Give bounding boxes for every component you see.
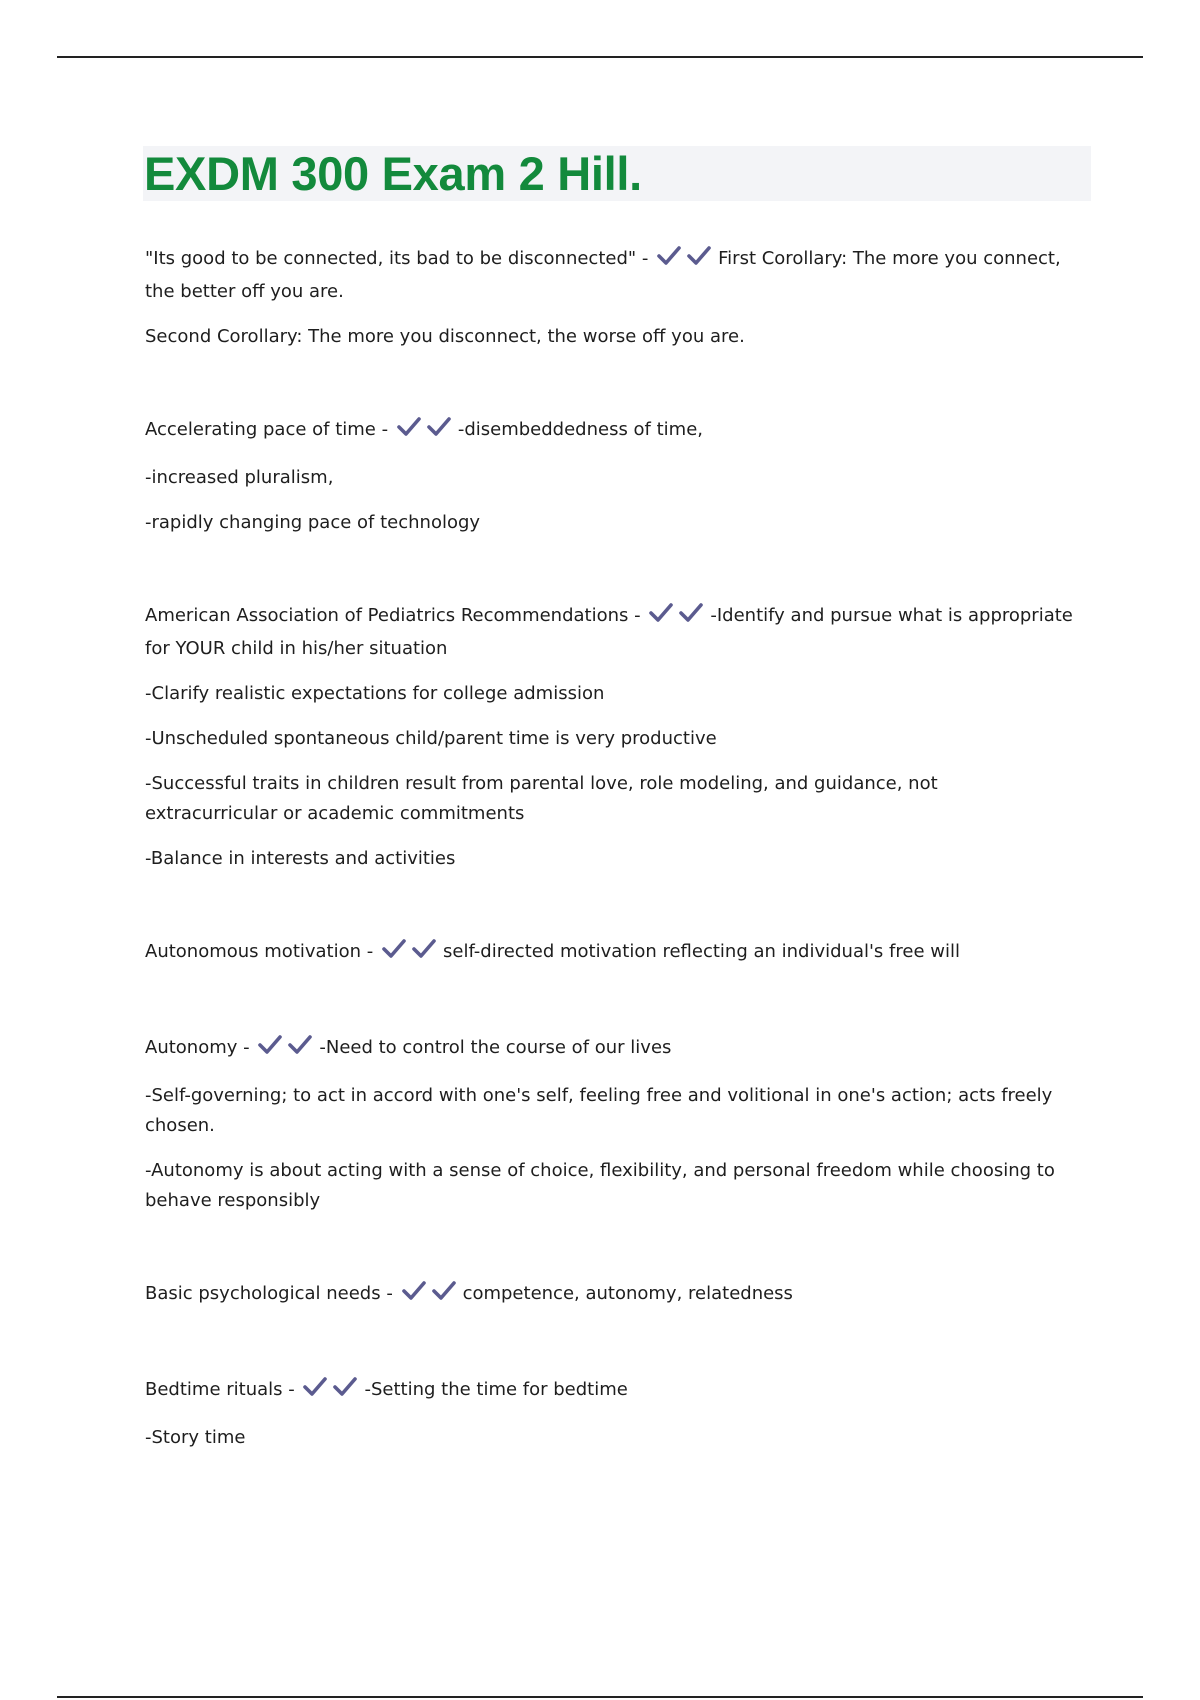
entry-detail-line: Second Corollary: The more you disconnect, the worse off you are. [145,326,745,347]
checkmark-icon [431,1280,457,1302]
entry-detail-line: -Unscheduled spontaneous child/parent time is very productive [145,728,717,749]
entry-term: Autonomy [145,1037,238,1058]
entry-definition: competence, autonomy, relatedness [462,1283,793,1304]
entry-detail-line: -Balance in interests and activities [145,848,456,869]
entry-detail-line: -increased pluralism, [145,467,334,488]
checkmark-icon [332,1376,358,1398]
entry-first-line [145,1033,1075,1066]
entry-definition: self-directed motivation reflecting an individual's free will [443,941,960,962]
entry-detail-line: -Self-governing; to act in accord with one's self, feeling free and volitional in one's action; acts freely chosen. [145,1085,1053,1136]
entry-first-line [145,601,1075,664]
entry-detail-line: -Story time [145,1427,246,1448]
entry-separator: - [636,248,655,269]
entry-term: Basic psychological needs [145,1283,381,1304]
entry-detail-line: -Clarify realistic expectations for college admission [145,683,605,704]
answer-marker [396,416,456,448]
answer-marker [656,245,716,277]
checkmark-icon [257,1034,283,1056]
entry-term: Accelerating pace of time [145,419,376,440]
flashcard-entry [145,244,1075,352]
checkmark-icon [411,938,437,960]
answer-marker [401,1280,461,1312]
checkmark-icon [302,1376,328,1398]
entry-separator: - [375,419,394,440]
entry-definition: -disembeddedness of time, [457,419,704,440]
checkmark-icon [656,245,682,267]
entry-separator: - [237,1037,256,1058]
entry-term: Autonomous motivation [145,941,362,962]
checkmark-icon [426,416,452,438]
entry-term: Bedtime rituals [145,1379,283,1400]
flashcard-list [145,244,1075,1453]
answer-marker [302,1376,362,1408]
entry-separator: - [628,605,647,626]
flashcard-entry [145,1033,1075,1216]
entry-first-line [145,244,1075,307]
entry-term: "Its good to be connected, its bad to be disconnected" [145,248,637,269]
checkmark-icon [396,416,422,438]
checkmark-icon [686,245,712,267]
entry-detail-line: -Successful traits in children result from parental love, role modeling, and guidance, not extracurricular or academic commitments [145,773,938,824]
answer-marker [648,602,708,634]
checkmark-icon [648,602,674,624]
entry-detail-line: -Autonomy is about acting with a sense of choice, flexibility, and personal freedom while choosing to behave responsibly [145,1160,1055,1211]
flashcard-entry [145,601,1075,874]
document-title: EXDM 300 Exam 2 Hill. [144,147,642,200]
entry-detail-line: -rapidly changing pace of technology [145,512,481,533]
flashcard-entry [145,937,1075,970]
entry-definition: -Identify and pursue what is appropriate for YOUR child in his/her situation [145,605,1073,659]
entry-first-line [145,937,1075,970]
checkmark-icon [287,1034,313,1056]
answer-marker [257,1034,317,1066]
checkmark-icon [381,938,407,960]
entry-separator: - [380,1283,399,1304]
answer-marker [381,938,441,970]
header-rule [57,56,1143,58]
entry-definition: -Setting the time for bedtime [364,1379,628,1400]
flashcard-entry [145,1279,1075,1312]
entry-first-line [145,1279,1075,1312]
checkmark-icon [401,1280,427,1302]
flashcard-entry [145,415,1075,538]
checkmark-icon [678,602,704,624]
entry-separator: - [282,1379,301,1400]
entry-first-line [145,1375,1075,1408]
entry-definition: First Corollary: The more you connect, the better off you are. [145,248,1061,302]
footer-rule [57,1696,1143,1698]
flashcard-entry [145,1375,1075,1453]
entry-term: American Association of Pediatrics Recommendations [145,605,629,626]
entry-definition: -Need to control the course of our lives [319,1037,672,1058]
entry-separator: - [361,941,379,962]
entry-first-line [145,415,1075,448]
